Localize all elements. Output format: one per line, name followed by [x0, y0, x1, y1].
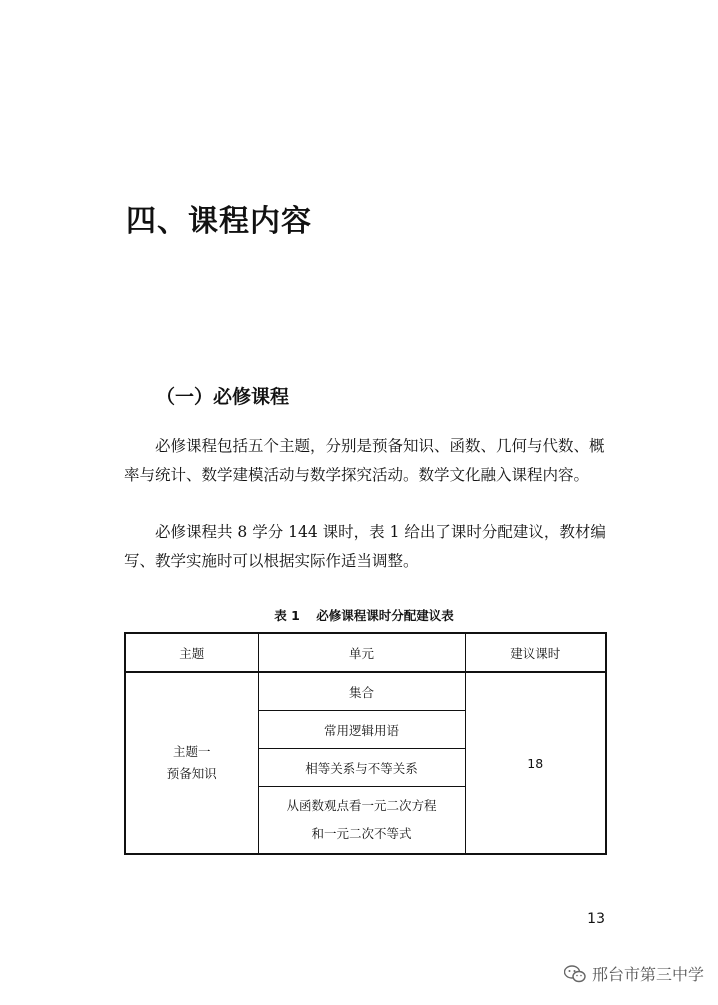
unit-cell: 常用逻辑用语: [258, 711, 465, 749]
table-row: [125, 672, 606, 711]
paragraph-2: 必修课程共 8 学分 144 课时，表 1 给出了课时分配建议，教材编写、教学实施时可以根据实际作适当调整。: [124, 523, 606, 570]
unit-cell: 集合: [258, 672, 465, 711]
table-caption-number: 表 1: [274, 608, 300, 623]
unit-cell: 相等关系与不等关系: [258, 749, 465, 787]
header-unit: 单元: [258, 633, 465, 672]
header-hours: 建议课时: [465, 633, 606, 672]
watermark-text: 邢台市第三中学: [591, 965, 704, 984]
theme-subtitle: 预备知识: [166, 766, 217, 781]
unit-cell: [258, 787, 465, 855]
table-caption-title: 必修课程课时分配建议表: [316, 608, 454, 623]
unit-line-2: 和一元二次不等式: [311, 826, 412, 841]
table-caption: [124, 606, 604, 624]
page-number: 13: [587, 911, 605, 927]
hours-cell: 18: [465, 672, 606, 854]
watermark: [564, 962, 704, 985]
theme-cell: [125, 672, 258, 854]
theme-name: 主题一: [172, 744, 211, 759]
chapter-title: 四、课程内容: [126, 204, 312, 239]
wechat-icon: [564, 965, 586, 983]
paragraph-1: 必修课程包括五个主题，分别是预备知识、函数、几何与代数、概率与统计、数学建模活动与数学探究活动。数学文化融入课程内容。: [124, 437, 605, 484]
header-theme: 主题: [125, 633, 258, 672]
table-header-row: [125, 633, 606, 672]
section-title: （一）必修课程: [156, 386, 290, 408]
unit-line-1: 从函数观点看一元二次方程: [286, 798, 437, 813]
course-hours-table: [124, 632, 607, 855]
